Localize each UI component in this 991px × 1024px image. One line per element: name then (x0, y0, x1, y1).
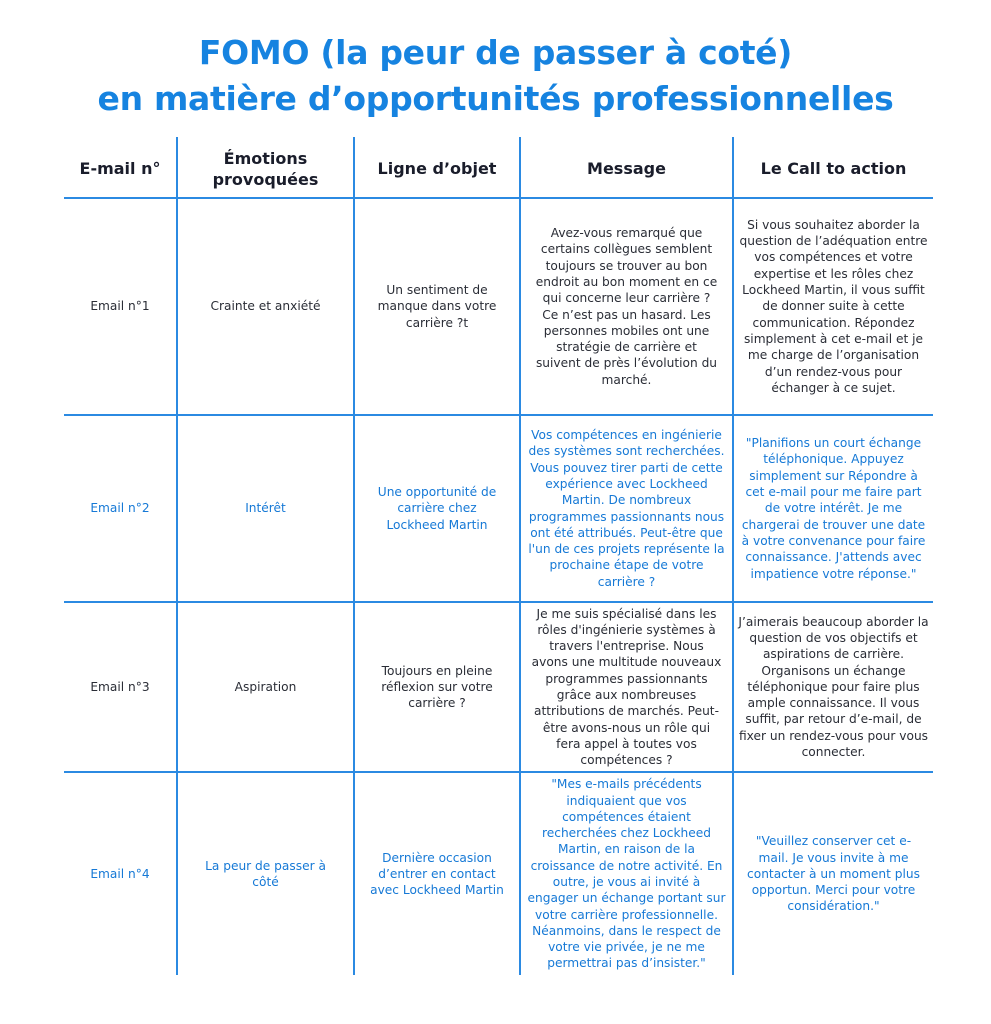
header-email (64, 140, 176, 197)
row-2-message (521, 416, 732, 601)
row-3-message-text: Je me suis spécialisé dans les rôles d'ingénierie systèmes à travers l'entreprise. Nous avons une multitude nouveaux programmes passionnants grâce aux nombreuses attributions de marchés. Peut-être avons-nous un rôle qui fera appel à toutes vos compétences ? (531, 606, 722, 768)
row-4-subject (355, 773, 519, 975)
row-2-cta-text: "Planifions un court échange téléphonique. Appuyez simplement sur Répondre à cet e-mail pour me faire part de votre intérêt. Je me chargerai de trouver une date à votre convenance pour faire connaissance. J'attends avec impatience votre réponse." (741, 436, 926, 581)
row-1-emotion-text: Crainte et anxiété (210, 299, 321, 314)
row-1-subject-text: Un sentiment de manque dans votre carrière ?t (377, 283, 497, 330)
row-1-subject (355, 199, 519, 414)
header-email-label: E-mail n° (79, 159, 161, 178)
row-2-emotion-text: Intérêt (245, 501, 286, 516)
row-3-message (521, 603, 732, 771)
row-2-cta (734, 416, 933, 601)
row-1-cta-text: Si vous souhaitez aborder la question de l’adéquation entre vos compétences et votre expertise et les rôles chez Lockheed Martin, il vous suffit de donner suite à cette communication. Répondez simplement à cet e-mail et je me charge de l’organisation d’un rendez-vous pour échanger à ce sujet. (739, 217, 928, 395)
row-3-cta (734, 603, 933, 771)
header-emotion-label: Émotions provoquées (212, 148, 319, 189)
row-3-email-text: Email n°3 (90, 679, 150, 694)
title-line-1: FOMO (la peur de passer à coté) (198, 33, 793, 72)
row-3-subject (355, 603, 519, 771)
row-4-message (521, 773, 732, 975)
row-1-message-text: Avez-vous remarqué que certains collègues semblent toujours se trouver au bon endroit au bon moment en ce qui concerne leur carrière ? Ce n’est pas un hasard. Les personnes mobiles ont une stratégie de carrière et suivent de près l’évolution du marché. (535, 226, 718, 387)
title-line-2: en matière d’opportunités professionnelles (97, 79, 894, 118)
page-title (0, 30, 991, 122)
row-4-email (64, 773, 176, 975)
header-subject (355, 140, 519, 197)
header-message-label: Message (587, 159, 666, 178)
header-emotion (178, 140, 353, 197)
row-1-emotion (178, 199, 353, 414)
row-2-subject (355, 416, 519, 601)
row-3-emotion (178, 603, 353, 771)
row-1-cta (734, 199, 933, 414)
row-2-email-text: Email n°2 (90, 501, 150, 516)
row-1-email (64, 199, 176, 414)
row-2-emotion (178, 416, 353, 601)
row-4-email-text: Email n°4 (90, 866, 150, 881)
row-2-email (64, 416, 176, 601)
row-4-emotion (178, 773, 353, 975)
row-1-message (521, 199, 732, 414)
row-4-subject-text: Dernière occasion d’entrer en contact avec Lockheed Martin (370, 850, 504, 898)
row-4-emotion-text: La peur de passer à côté (205, 858, 326, 889)
header-subject-label: Ligne d’objet (377, 159, 497, 178)
row-2-message-text: Vos compétences en ingénierie des systèmes sont recherchées. Vous pouvez tirer parti de cette expérience avec Lockheed Martin. De nombreux programmes passionnants nous ont été attribués. Peut-être que l'un de ces projets représente la prochaine étape de votre carrière ? (528, 428, 725, 589)
row-3-email (64, 603, 176, 771)
row-3-cta-text: J’aimerais beaucoup aborder la question de vos objectifs et aspirations de carrière. Organisons un échange téléphonique pour faire plus ample connaissance. Il vous suffit, par retour d’e-mail, de fixer un rendez-vous pour vous connecter. (738, 614, 929, 760)
header-message (521, 140, 732, 197)
row-4-cta (734, 773, 933, 975)
row-4-message-text: "Mes e-mails précédents indiquaient que vos compétences étaient recherchées chez Lockheed Martin, en raison de la croissance de notre activité. En outre, je vous ai invité à engager un échange portant sur votre carrière professionnelle. Néanmoins, dans le respect de votre vie privée, je ne me permettrai pas d’insister." (527, 777, 726, 971)
row-3-subject-text: Toujours en pleine réflexion sur votre carrière ? (381, 663, 493, 711)
header-cta (734, 140, 933, 197)
header-cta-label: Le Call to action (760, 159, 907, 178)
row-4-cta-text: "Veuillez conserver cet e-mail. Je vous invite à me contacter à un moment plus opportun. Merci pour votre considération." (747, 834, 920, 914)
row-2-subject-text: Une opportunité de carrière chez Lockheed Martin (377, 485, 497, 532)
row-1-email-text: Email n°1 (90, 299, 150, 314)
row-3-emotion-text: Aspiration (234, 679, 297, 694)
